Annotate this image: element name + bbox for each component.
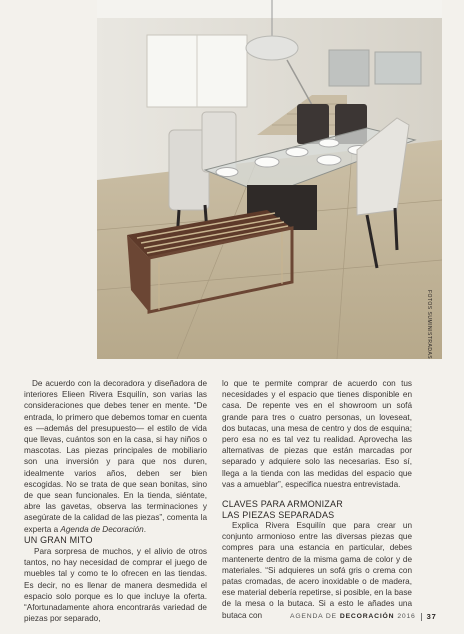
article-right-column [222, 378, 412, 621]
dining-room-photo [97, 0, 442, 359]
continued-paragraph: lo que te permite comprar de acuerdo con tus necesidades y el espacio que tienes disponible en casa. De repente ves en el showroom un sofá grande para tres o cuatro personas, un loveseat, dos butacas, una mesa de centro y dos de esquina; pero esa no es tal vez tu realidad. Aprovecha las alternativas de piezas que están marcadas por separado y adquiere solo las necesarias. Eso sí, llega a la tienda con las medidas del espacio que vas a amueblar”, especifica nuestra entrevistada. [222, 379, 412, 489]
page-footer [290, 612, 460, 621]
magazine-name-italic: Agenda de Decoración [60, 524, 144, 534]
footer-magazine-prefix: AGENDA DE [290, 613, 337, 620]
claves-paragraph: Explica Rivera Esquilín que para crear un conjunto armonioso entre las diversas piezas que compres para una estancia en particular, debes mantenerte dentro de la misma gama de color y de materiales. “Si adquieres un sofá gris o crema con patas cromadas, de acero inoxidable o de madera, ese material debería repetirse, si posible, en la base de la mesa o la butaca. Si a esto le añades una butaca con [222, 521, 412, 620]
footer-year: 2016 [397, 613, 416, 620]
section-heading-claves: CLAVES PARA ARMONIZAR LAS PIEZAS SEPARADAS [222, 499, 343, 520]
footer-magazine-bold: DECORACIÓN [339, 613, 395, 620]
page-number: 37 [426, 612, 437, 621]
photo-credit: FOTOS SUMINISTRADAS [426, 290, 432, 360]
gran-mito-paragraph: Para sorpresa de muchos, y el alivio de otros tantos, no hay necesidad de comprar el juego de muebles tal y como te lo ofrecen en las tiendas. Es decir, no es llenar de manera desmedida el espacio solo porque es lo que incluye la oferta. “Afortunadamente ahora encontrarás variedad de piezas por separado, [24, 547, 207, 624]
article-left-column [24, 378, 207, 624]
section-heading-gran-mito: UN GRAN MITO [24, 534, 93, 545]
footer-divider [421, 613, 422, 621]
intro-paragraph: De acuerdo con la decoradora y diseñadora de interiores Elieen Rivera Esquilín, son varias las consideraciones que debes tener en mente. “De entrada, lo primero que debemos tomar en cuenta es —además del presupuesto— el estilo de vida que llevas, cuántos son en la casa, si hay niños o mascotas. Las piezas principales de mobiliario son una inversión y para que nos duren, idealmente varios años, deben ser bien escogidas. No se trata de que sean bonitas, sino de que sean funcionales. En la tienda, siéntate, abre las gavetas, observa las terminaciones y asegúrate de la calidad de las piezas”, comenta la experta a Agenda de Decoración. [24, 379, 207, 534]
